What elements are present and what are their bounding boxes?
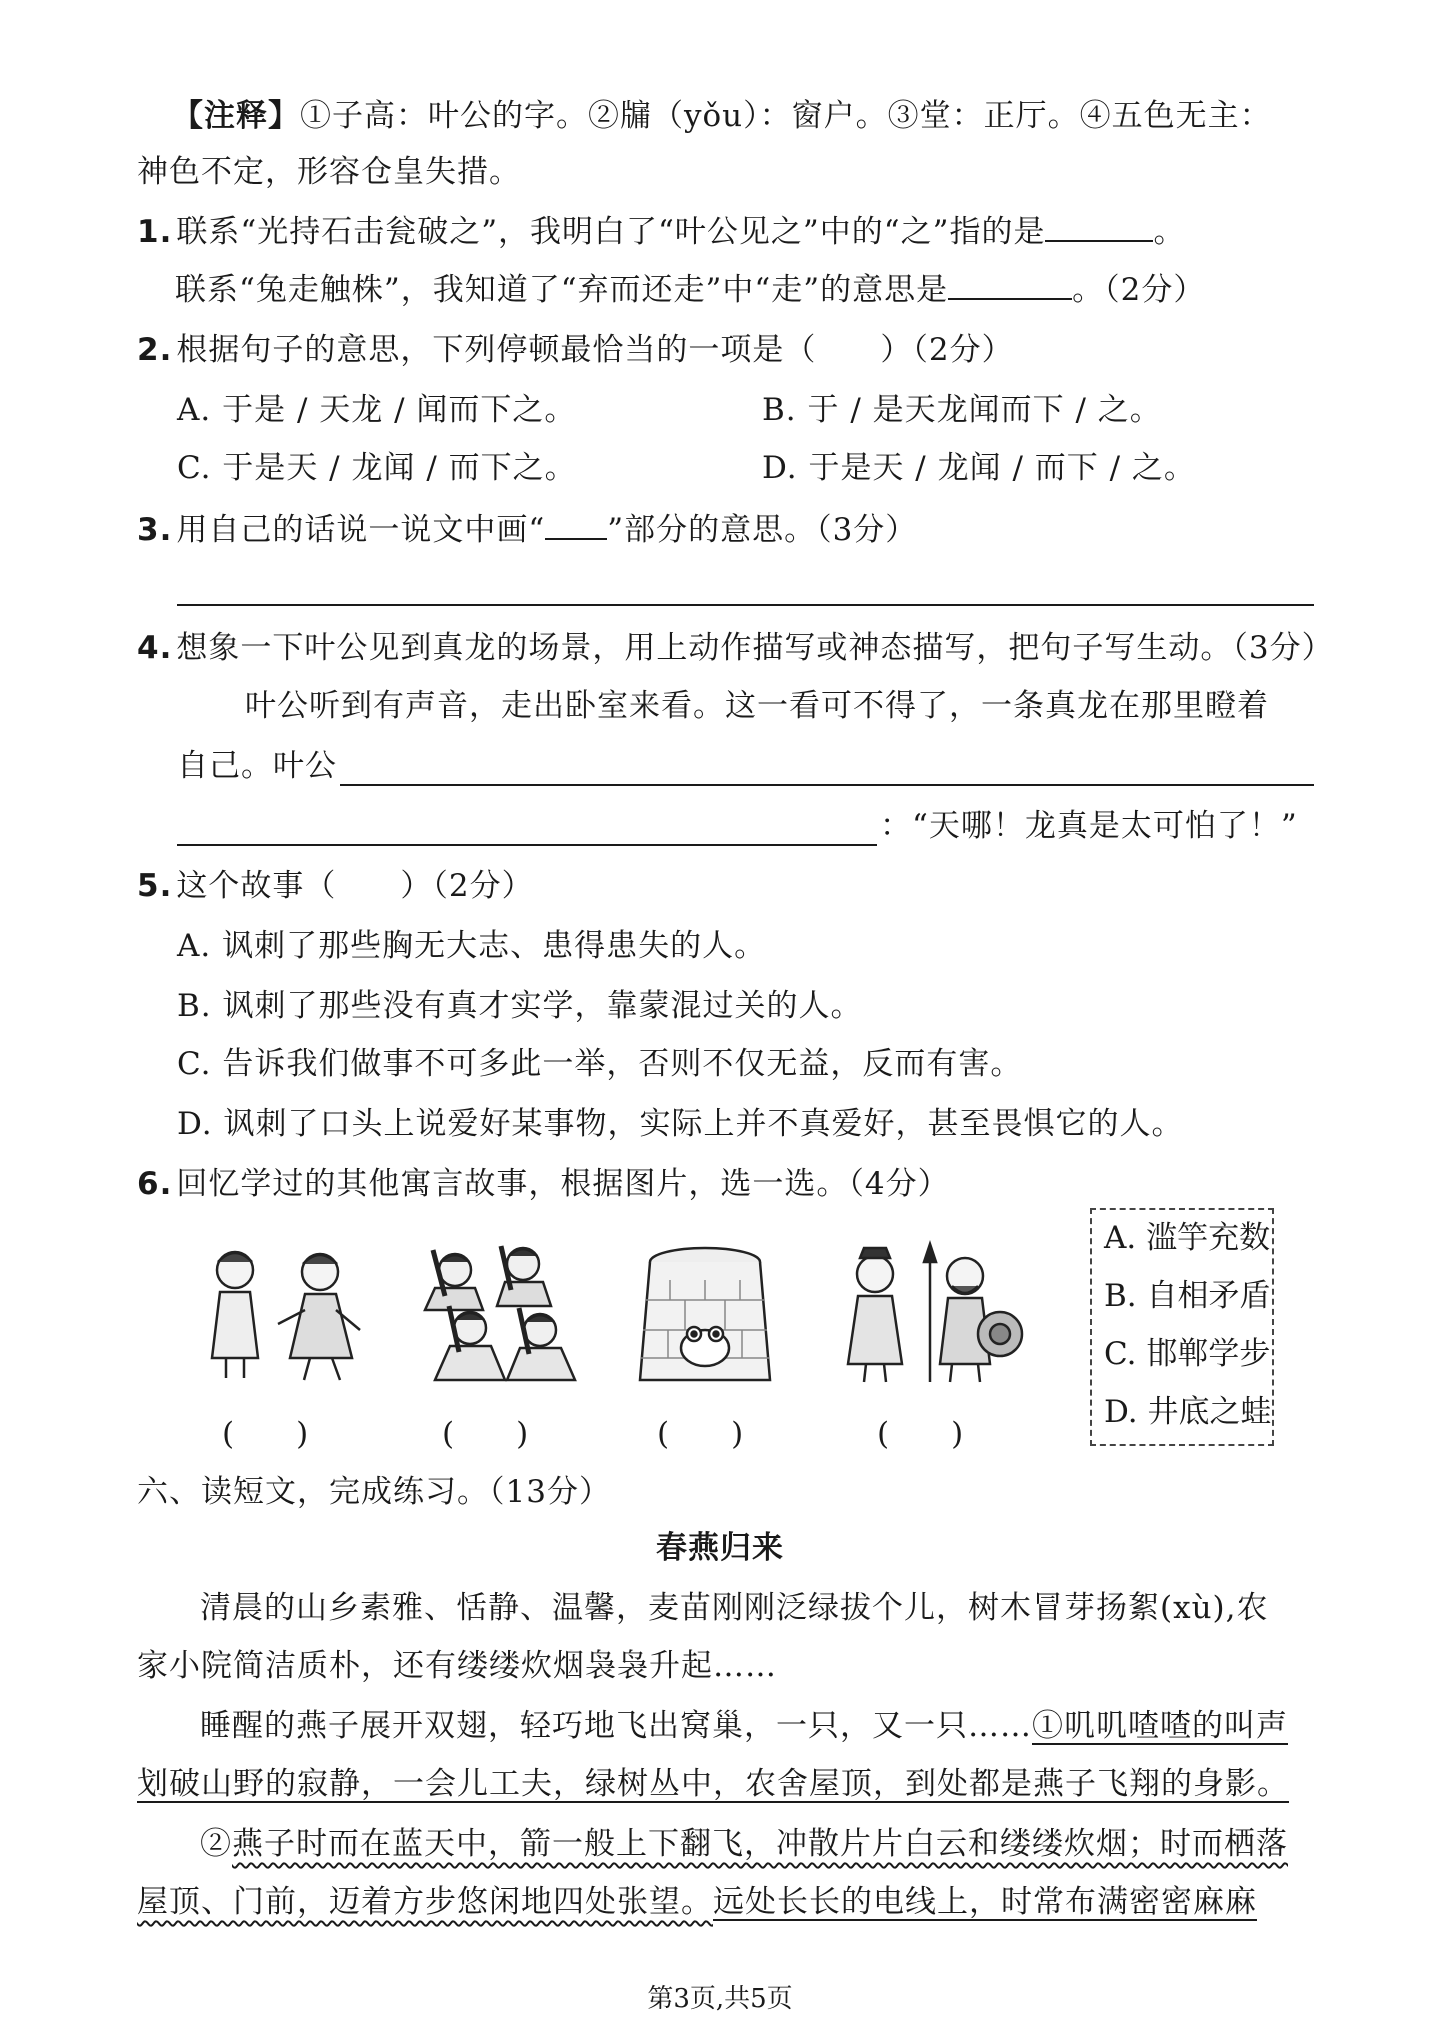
q3-number: 3. [137,512,173,548]
q2-option-c[interactable]: C. 于是天 / 龙闻 / 而下之。 [177,450,577,486]
q4-text: 想象一下叶公见到真龙的场景，用上动作描写或神态描写，把句子写生动。（3分） [176,630,1334,666]
q5-stem [137,864,534,908]
q6-number: 6. [137,1166,173,1202]
passage-p3-line-2 [137,1880,1257,1924]
passage-p2-line-1 [200,1704,1288,1748]
q6-paren-1[interactable]: ( ) [222,1416,309,1452]
passage-p1-line-1: 清晨的山乡素雅、恬静、温馨，麦苗刚刚泛绿拔个儿，树木冒芽扬絮(xù),农 [200,1590,1269,1626]
q1-number: 1. [137,214,173,250]
q6-paren-4[interactable]: ( ) [877,1416,964,1452]
q5-text: 这个故事（ ）（2分） [176,868,534,904]
q1-text-2-end: 。（2分） [1072,272,1206,308]
q1-text-1: 联系“光持石击瓮破之”，我明白了“叶公见之”中的“之”指的是 [176,214,1046,250]
section-6-heading: 六、读短文，完成练习。（13分） [137,1474,611,1510]
q4-stem [137,626,1334,670]
q3-underline-sample [545,508,607,540]
q2-number: 2. [137,332,173,368]
q5-option-c[interactable]: C. 告诉我们做事不可多此一举，否则不仅无益，反而有害。 [177,1046,1023,1082]
q1-line-2 [175,268,1205,312]
passage-wavy-1: 燕子时而在蓝天中，箭一般上下翻飞，冲散片片白云和缕缕炊烟；时而栖落 [232,1826,1288,1862]
q1-blank-2[interactable] [948,268,1072,300]
page-footer: 第3页,共5页 [647,1984,793,2014]
frog-in-well-icon [630,1240,780,1390]
passage-p3-line-1 [200,1822,1288,1866]
spear-and-shield-seller-icon [830,1240,1030,1390]
passage-p1-line-2: 家小院简洁质朴，还有缕缕炊烟袅袅升起…… [137,1648,777,1684]
q4-passage-1: 叶公听到有声音，走出卧室来看。这一看可不得了，一条真龙在那里瞪着 [245,688,1269,724]
q1-text-2: 联系“兔走触株”，我知道了“弃而还走”中“走”的意思是 [175,272,949,308]
q4-answer-line-1[interactable] [340,784,1314,786]
q2-option-d[interactable]: D. 于是天 / 龙闻 / 而下 / 之。 [762,450,1196,486]
q6-option-c: C. 邯郸学步 [1104,1336,1271,1372]
q3-text-b: ”部分的意思。（3分） [607,512,918,548]
passage-marker-2: ② [200,1826,232,1862]
q1-line-1 [137,210,1185,254]
passage-wavy-2: 屋顶、门前，迈着方步悠闲地四处张望。 [137,1884,713,1920]
q1-text-1-end: 。 [1153,214,1186,250]
passage-p2-line-2: 划破山野的寂静，一会儿工夫，绿树丛中，农舍屋顶，到处都是燕子飞翔的身影。 [137,1766,1289,1802]
passage-title: 春燕归来 [656,1530,784,1566]
note-label: 【注释】 [172,98,300,134]
q5-option-b[interactable]: B. 讽刺了那些没有真才实学，靠蒙混过关的人。 [177,988,863,1024]
passage-underlined-2: 远处长长的电线上，时常布满密密麻麻 [713,1884,1257,1920]
q2-option-a[interactable]: A. 于是 / 天龙 / 闻而下之。 [177,392,577,428]
note-line-2: 神色不定，形容仓皇失措。 [137,154,521,190]
q1-blank-1[interactable] [1045,210,1153,242]
q6-option-d: D. 井底之蛙 [1104,1394,1272,1430]
q5-option-d[interactable]: D. 讽刺了口头上说爱好某事物，实际上并不真爱好，甚至畏惧它的人。 [177,1106,1184,1142]
q2-text: 根据句子的意思，下列停顿最恰当的一项是（ ）（2分） [176,332,1014,368]
q6-option-b: B. 自相矛盾 [1104,1278,1271,1314]
q6-option-a: A. 滥竽充数 [1104,1220,1271,1256]
passage-underlined-1: ①叽叽喳喳的叫声 [1032,1708,1288,1744]
note-text-1: ①子高：叶公的字。②牖（yǒu）：窗户。③堂：正厅。④五色无主： [300,98,1272,134]
q5-number: 5. [137,868,173,904]
q4-passage-3: ：“天哪！龙真是太可怕了！” [880,808,1298,844]
q4-passage-2: 自己。叶公 [177,748,337,784]
q2-stem [137,328,1014,372]
musicians-playing-yu-icon [405,1240,585,1390]
q2-option-b[interactable]: B. 于 / 是天龙闻而下 / 之。 [762,392,1162,428]
q4-answer-line-2[interactable] [177,844,877,846]
q4-number: 4. [137,630,173,666]
q3-text-a: 用自己的话说一说文中画“ [176,512,546,548]
q3-answer-line[interactable] [177,604,1314,606]
q6-paren-3[interactable]: ( ) [657,1416,744,1452]
two-children-walking-icon [190,1240,370,1390]
q3-stem [137,508,917,552]
passage-p2-text: 睡醒的燕子展开双翅，轻巧地飞出窝巢，一只，又一只…… [200,1708,1032,1744]
q6-paren-2[interactable]: ( ) [442,1416,529,1452]
q6-text: 回忆学过的其他寓言故事，根据图片，选一选。（4分） [176,1166,950,1202]
note-line-1 [172,94,1272,138]
q6-options-box [1090,1208,1274,1446]
q5-option-a[interactable]: A. 讽刺了那些胸无大志、患得患失的人。 [177,928,767,964]
q6-stem [137,1162,950,1206]
